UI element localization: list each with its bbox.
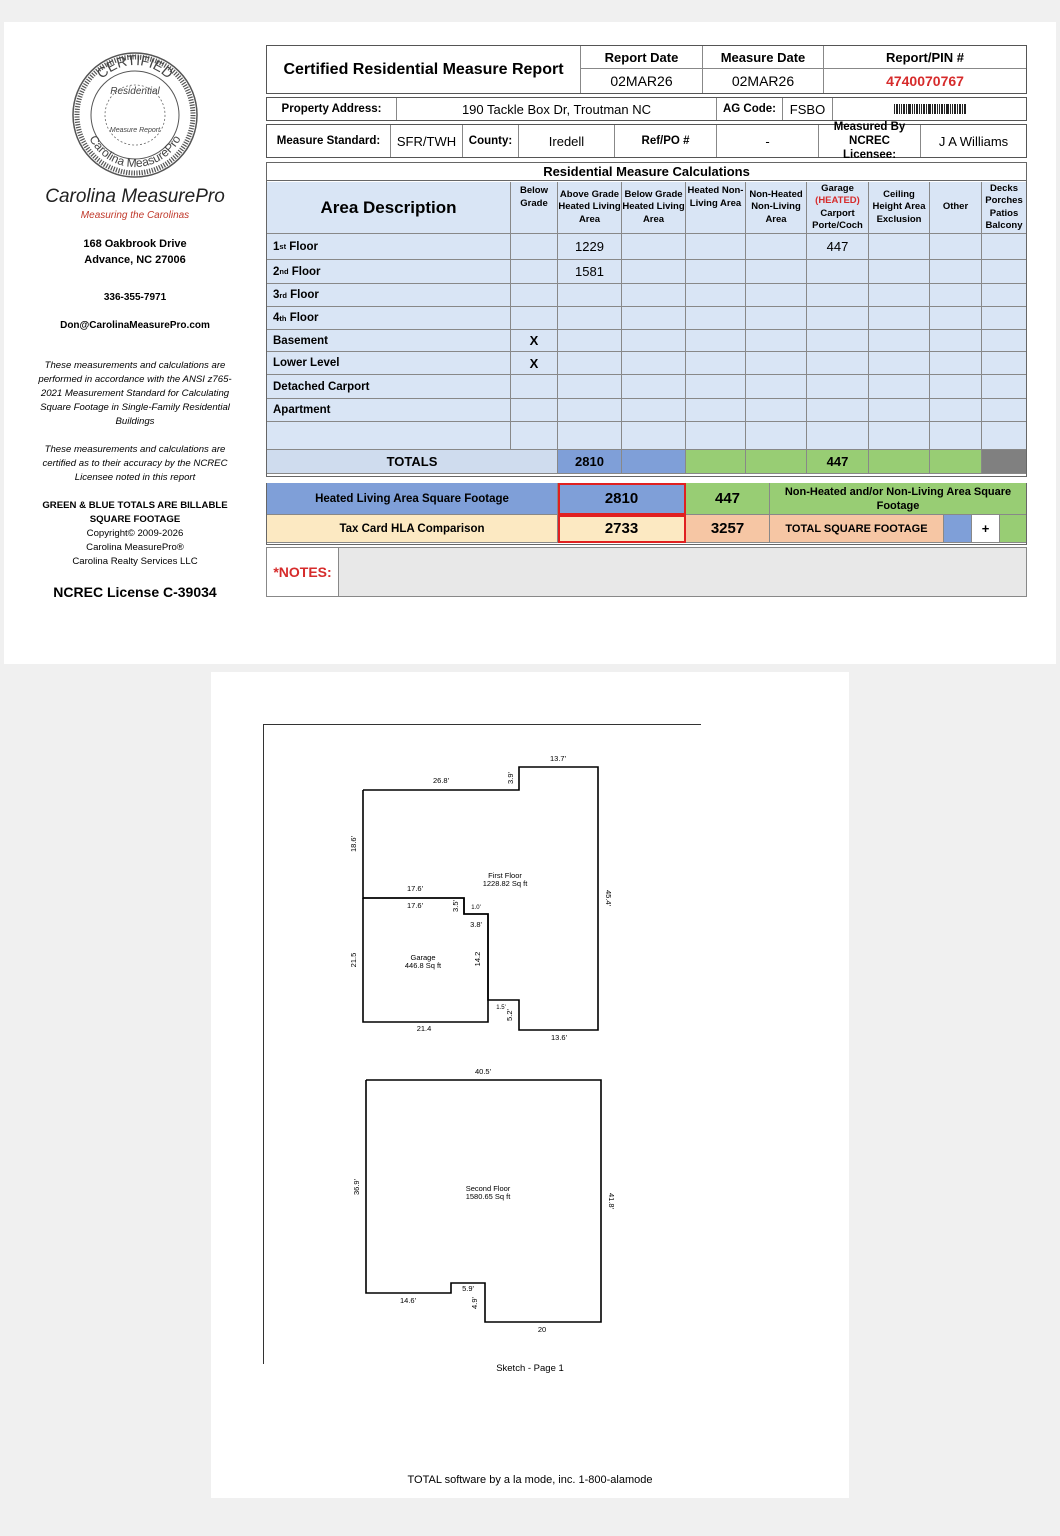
dim-label: 36.9' [352, 1178, 361, 1196]
total-sqft-label: TOTAL SQUARE FOOTAGE [770, 515, 944, 543]
svg-text:Measure Report: Measure Report [109, 127, 161, 134]
dim-label: 5.9' [462, 1284, 474, 1293]
area-row-cell [558, 399, 622, 422]
area-row-cell [686, 422, 746, 450]
area-row-cell [511, 375, 558, 399]
company-address-line1: 168 Oakbrook Drive [83, 238, 187, 250]
notes-box [266, 547, 1027, 597]
billable-summary [266, 483, 1027, 545]
area-row-cell [746, 330, 807, 352]
barcode-icon [894, 104, 966, 114]
area-row-cell [686, 399, 746, 422]
area-row-cell [558, 422, 622, 450]
area-row-ordinal-suffix: rd [279, 290, 287, 300]
area-row-cell [622, 352, 686, 375]
copyright [36, 527, 234, 569]
area-row-label [267, 284, 511, 307]
company-email: Don@CarolinaMeasurePro.com [60, 320, 210, 331]
area-row-cell [869, 399, 930, 422]
area-row-cell [622, 260, 686, 284]
area-row-cell [511, 307, 558, 330]
area-row-cell [686, 375, 746, 399]
area-row-cell [746, 399, 807, 422]
second-floor-area: 1580.65 Sq ft [465, 1192, 511, 1201]
copyright-line2: Carolina MeasurePro® [86, 542, 184, 553]
area-row-cell [686, 234, 746, 260]
area-row-cell [558, 330, 622, 352]
dim-label: 3.8' [470, 920, 482, 929]
area-row-cell [686, 352, 746, 375]
dim-label: 13.6' [550, 1033, 568, 1042]
area-row-label [267, 422, 511, 450]
county-label: County: [463, 125, 519, 157]
col-header-other: Other [930, 182, 982, 234]
area-row-cell [686, 260, 746, 284]
area-row-cell [982, 307, 1026, 330]
dim-label: 3.5' [451, 900, 460, 912]
area-row-cell [746, 352, 807, 375]
first-floor-label: First Floor [488, 871, 522, 880]
area-row-label [267, 234, 511, 260]
report-header [266, 45, 1027, 94]
area-row-cell [869, 375, 930, 399]
second-floor-label: Second Floor [465, 1184, 511, 1193]
measure-date: 02MAR26 [703, 69, 824, 93]
nonheated-value: 447 [686, 483, 770, 515]
property-label: Property Address: [267, 98, 397, 120]
garage-label: Garage [410, 953, 436, 962]
area-row-cell [982, 330, 1026, 352]
area-row-ordinal-suffix: th [279, 313, 287, 323]
area-row-cell [622, 330, 686, 352]
dim-label: 3.9' [506, 772, 515, 784]
dim-label: 17.6' [406, 884, 424, 893]
property-row [266, 97, 1027, 121]
measured-by: J A Williams [938, 133, 1009, 149]
report-title: Certified Residential Measure Report [267, 46, 581, 93]
dim-label: 21.5 [349, 952, 358, 968]
plus-sign: + [972, 515, 1000, 543]
area-row-cell [930, 284, 982, 307]
dim-label: 4.9' [470, 1297, 479, 1309]
area-row-cell [982, 284, 1026, 307]
dim-label: 1.5' [496, 1005, 506, 1011]
dim-label: 14.2 [473, 951, 482, 967]
area-row-cell [982, 422, 1026, 450]
total-other [930, 450, 982, 474]
area-row-name: Lower Level [273, 357, 340, 369]
area-row-cell [930, 234, 982, 260]
dim-label: 17.6' [406, 901, 424, 910]
area-row-cell [930, 352, 982, 375]
area-row-cell [511, 399, 558, 422]
area-row-cell [982, 260, 1026, 284]
area-row-cell [686, 307, 746, 330]
area-row-cell [807, 284, 869, 307]
area-row-cell [807, 399, 869, 422]
taxcard-value: 2733 [558, 515, 686, 543]
area-row-cell [807, 260, 869, 284]
measured-by-label: Measured By NCREC Licensee: [819, 125, 921, 157]
area-row-cell [622, 234, 686, 260]
total-decks [982, 450, 1026, 474]
col-header-ceiling-height: Ceiling Height Area Exclusion [869, 182, 930, 234]
area-row-cell [746, 422, 807, 450]
area-row-cell: X [511, 352, 558, 375]
area-row-ordinal-suffix: st [279, 242, 287, 251]
area-row-label [267, 399, 511, 422]
area-row-suffix: Floor [286, 240, 319, 253]
standard-row [266, 121, 1027, 161]
area-row-cell [686, 284, 746, 307]
sketch-caption: Sketch - Page 1 [496, 1363, 564, 1374]
total-below-grade-heated [622, 450, 686, 474]
area-row-cell: 1581 [558, 260, 622, 284]
area-row-label [267, 352, 511, 375]
area-row-suffix: Floor [286, 289, 319, 301]
area-row-name: Detached Carport [273, 380, 370, 393]
area-row-cell [930, 260, 982, 284]
area-row-cell [869, 284, 930, 307]
garage-carport-label: Carport Porte/Coch [812, 207, 863, 231]
dim-label: 45.4' [604, 889, 613, 907]
sketch-frame [263, 724, 701, 1364]
dim-label: 1.0' [471, 905, 481, 911]
company-tagline: Measuring the Carolinas [80, 210, 190, 221]
report-date-label: Report Date [581, 46, 703, 69]
col-header-above-grade: Above Grade Heated Living Area [558, 182, 622, 234]
total-green-swatch [1000, 515, 1026, 543]
hla-value: 2810 [558, 483, 686, 515]
area-row-cell [930, 307, 982, 330]
total-blue-swatch [944, 515, 972, 543]
dim-label: 20 [537, 1325, 547, 1334]
area-row-cell [746, 307, 807, 330]
ag-code-label: AG Code: [717, 98, 783, 120]
area-row-cell [746, 375, 807, 399]
area-row-cell [982, 234, 1026, 260]
area-row-cell [511, 234, 558, 260]
area-row-cell [930, 422, 982, 450]
area-row-name: 2 [273, 265, 280, 278]
total-garage: 447 [807, 450, 869, 474]
report-pin: 4740070767 [886, 73, 964, 89]
total-heated-nonliving [686, 450, 746, 474]
sketch-page [211, 672, 849, 1498]
area-row-cell [807, 422, 869, 450]
company-sidebar [4, 22, 266, 662]
dim-label: 14.6' [399, 1296, 417, 1305]
area-row-cell [622, 422, 686, 450]
total-nonheated-nonliving [746, 450, 807, 474]
first-floor-area: 1228.82 Sq ft [482, 879, 528, 888]
county: Iredell [519, 125, 615, 157]
notes-label: *NOTES: [267, 548, 339, 596]
area-row-cell [558, 375, 622, 399]
total-ceiling-height [869, 450, 930, 474]
area-row-cell [622, 307, 686, 330]
svg-text:Residential: Residential [110, 86, 160, 97]
area-row-cell: 1229 [558, 234, 622, 260]
area-row-cell [982, 375, 1026, 399]
floor-plan-sketch [264, 725, 702, 1365]
col-header-decks: Decks Porches Patios Balcony [982, 182, 1026, 234]
standard-note: These measurements and calculations are performed in accordance with the ANSI z765-2021 Measurement Standard for Calculating Square Footage in Single-Family Residential Buildings [38, 360, 232, 427]
area-row-cell [807, 375, 869, 399]
area-row-suffix: Floor [288, 265, 321, 278]
area-row-cell [807, 352, 869, 375]
area-row-cell [558, 284, 622, 307]
col-header-nonheated-nonliving: Non-Heated Non-Living Area [746, 182, 807, 234]
garage-header-label: Garage [821, 182, 854, 194]
area-row-cell [511, 284, 558, 307]
dim-label: 18.6' [349, 835, 358, 853]
area-row-label [267, 330, 511, 352]
area-row-cell [869, 330, 930, 352]
dim-label: 26.8' [432, 776, 450, 785]
area-row-cell [511, 260, 558, 284]
area-row-name: Basement [273, 334, 328, 347]
area-row-cell [622, 284, 686, 307]
certification-note: These measurements and calculations are certified as to their accuracy by the NCREC Licensee noted in this report [42, 444, 228, 483]
area-row-cell: X [511, 330, 558, 352]
total-sqft-value: 3257 [686, 515, 770, 543]
area-row-name: 1 [273, 240, 280, 253]
copyright-line3: Carolina Realty Services LLC [72, 556, 198, 567]
area-row-cell [869, 307, 930, 330]
area-row-cell [930, 375, 982, 399]
area-row-cell [982, 352, 1026, 375]
measure-calculations-table [266, 162, 1027, 477]
area-row-cell [869, 422, 930, 450]
area-row-cell [511, 422, 558, 450]
area-description-header: Area Description [267, 182, 511, 234]
area-row-cell [930, 399, 982, 422]
col-header-below-grade-heated: Below Grade Heated Living Area [622, 182, 686, 234]
area-row-cell [558, 307, 622, 330]
barcode-image [833, 98, 1026, 120]
copyright-line1: Copyright© 2009-2026 [86, 528, 184, 539]
dim-label: 40.5' [474, 1067, 492, 1076]
area-row-cell [746, 234, 807, 260]
area-row-cell [622, 375, 686, 399]
totals-label: TOTALS [267, 450, 558, 474]
measure-standard: SFR/TWH [391, 125, 463, 157]
area-row-cell: 447 [807, 234, 869, 260]
area-row-ordinal-suffix: nd [279, 267, 289, 276]
dim-label: 5.2' [505, 1009, 514, 1021]
dim-label: 13.7' [549, 754, 567, 763]
nonheated-label: Non-Heated and/or Non-Living Area Square Footage [770, 483, 1026, 515]
col-header-below-grade: Below Grade [511, 182, 558, 234]
dim-label: 21.4 [416, 1024, 432, 1033]
ref-label: Ref/PO # [615, 125, 717, 157]
area-row-cell [807, 307, 869, 330]
col-header-heated-nonliving: Heated Non-Living Area [686, 182, 746, 234]
area-row-cell [869, 234, 930, 260]
total-above-grade: 2810 [558, 450, 622, 474]
area-row-cell [622, 399, 686, 422]
area-row-cell [930, 330, 982, 352]
area-row-cell [746, 284, 807, 307]
area-row-cell [686, 330, 746, 352]
area-row-name: 3 [273, 289, 280, 301]
area-row-label [267, 307, 511, 330]
license-number: NCREC License C-39034 [53, 584, 217, 600]
measure-date-label: Measure Date [703, 46, 824, 69]
ag-code: FSBO [783, 98, 833, 120]
area-row-name: 4 [273, 312, 280, 324]
area-row-cell [869, 352, 930, 375]
svg-text:CERTIFIED: CERTIFIED [93, 51, 177, 82]
calculations-title: Residential Measure Calculations [267, 163, 1026, 181]
billable-note: GREEN & BLUE TOTALS ARE BILLABLE SQUARE FOOTAGE [42, 500, 228, 525]
area-row-suffix: Floor [286, 312, 319, 324]
col-header-garage [807, 182, 869, 234]
area-row-label [267, 260, 511, 284]
hla-label: Heated Living Area Square Footage [267, 483, 558, 515]
taxcard-label: Tax Card HLA Comparison [267, 515, 558, 543]
garage-area: 446.8 Sq ft [404, 961, 442, 970]
dim-label: 41.8' [607, 1192, 616, 1210]
area-row-cell [807, 330, 869, 352]
report-date: 02MAR26 [581, 69, 703, 93]
svg-text:Carolina MeasurePro: Carolina MeasurePro [86, 132, 184, 171]
area-row-cell [869, 260, 930, 284]
certified-seal-logo [70, 50, 200, 180]
area-row-label [267, 375, 511, 399]
area-row-cell [558, 352, 622, 375]
ref-number: - [717, 125, 819, 157]
company-address-line2: Advance, NC 27006 [84, 254, 186, 266]
standard-label: Measure Standard: [267, 125, 391, 157]
pin-label: Report/PIN # [824, 46, 1026, 69]
area-row-name: Apartment [273, 404, 331, 416]
property-address: 190 Tackle Box Dr, Troutman NC [397, 98, 717, 120]
area-row-cell [982, 399, 1026, 422]
measure-report [4, 22, 1056, 664]
second-floor-outline [366, 1080, 601, 1322]
area-row-cell [746, 260, 807, 284]
sketch-footer: TOTAL software by a la mode, inc. 1-800-alamode [407, 1474, 653, 1486]
company-name: Carolina MeasurePro [45, 186, 225, 207]
company-phone: 336-355-7971 [103, 292, 167, 303]
garage-heated-label: (HEATED) [815, 195, 860, 206]
